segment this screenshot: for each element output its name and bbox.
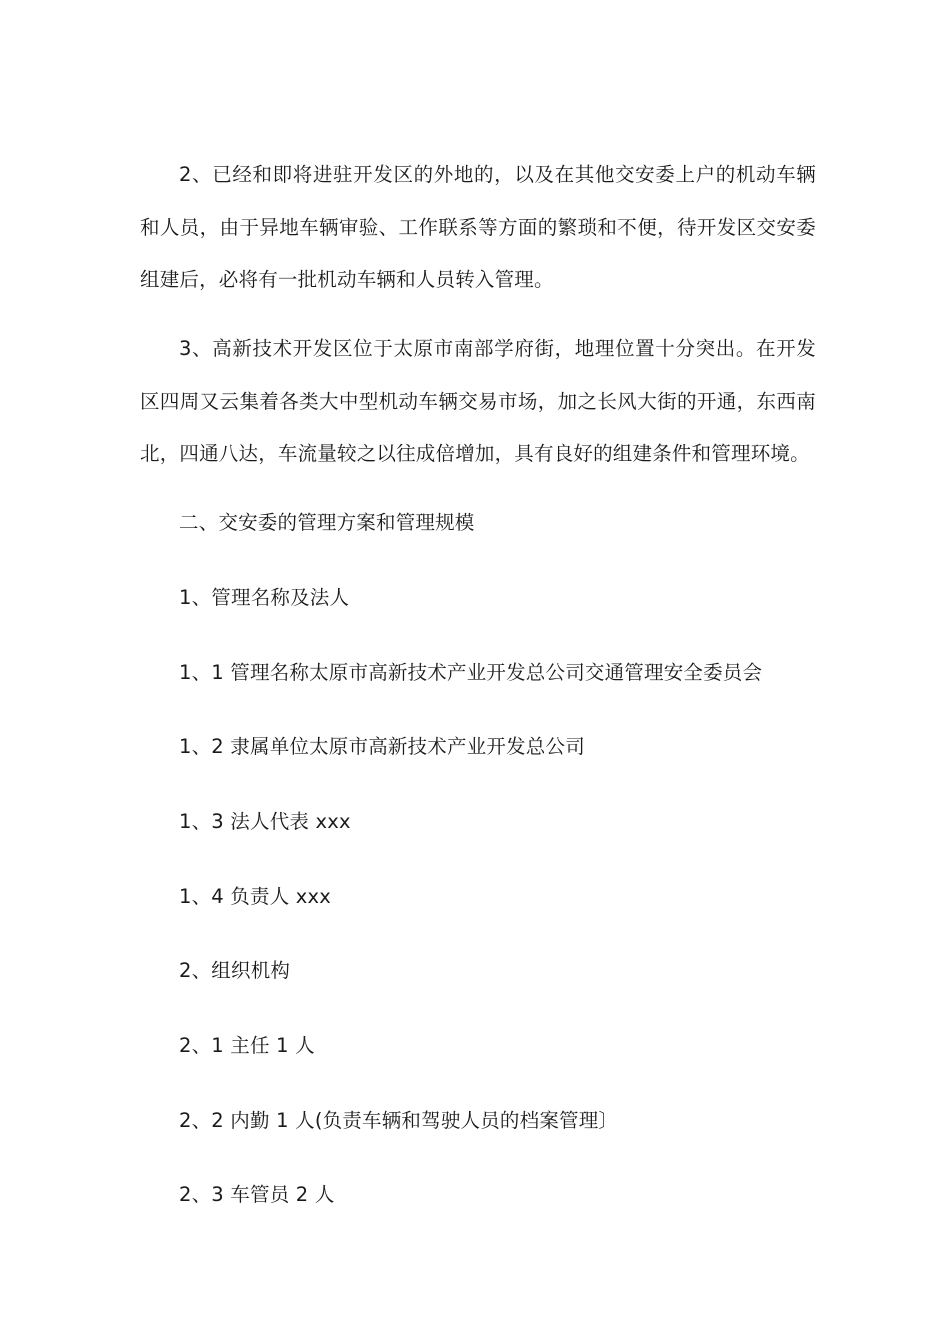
list-item: 1、3 法人代表 xxx [179,810,351,833]
list-item: 2、组织机构 [179,959,291,982]
section-heading: 二、交安委的管理方案和管理规模 [179,511,475,534]
list-item: 1、1 管理名称太原市高新技术产业开发总公司交通管理安全委员会 [179,661,763,684]
list-item: 2、2 内勤 1 人(负责车辆和驾驶人员的档案管理〕 [179,1109,619,1132]
list-item: 2、1 主任 1 人 [179,1034,315,1057]
list-item: 1、管理名称及法人 [179,586,350,609]
list-item: 2、3 车管员 2 人 [179,1183,335,1206]
paragraph-3: 3、高新技术开发区位于太原市南部学府街，地理位置十分突出。在开发区四周又云集着各类大中型机动车辆交易市场，加之长风大街的开通，东西南北，四通八达，车流量较之以往成倍增加，具有良好的组建条件和管理环境。 [140,337,816,465]
list-item: 1、2 隶属单位太原市高新技术产业开发总公司 [179,735,585,758]
list-item: 1、4 负责人 xxx [179,885,332,908]
paragraph-2: 2、已经和即将进驻开发区的外地的，以及在其他交安委上户的机动车辆和人员，由于异地车辆审验、工作联系等方面的繁琐和不便，待开发区交安委组建后，必将有一批机动车辆和人员转入管理。 [140,163,816,291]
